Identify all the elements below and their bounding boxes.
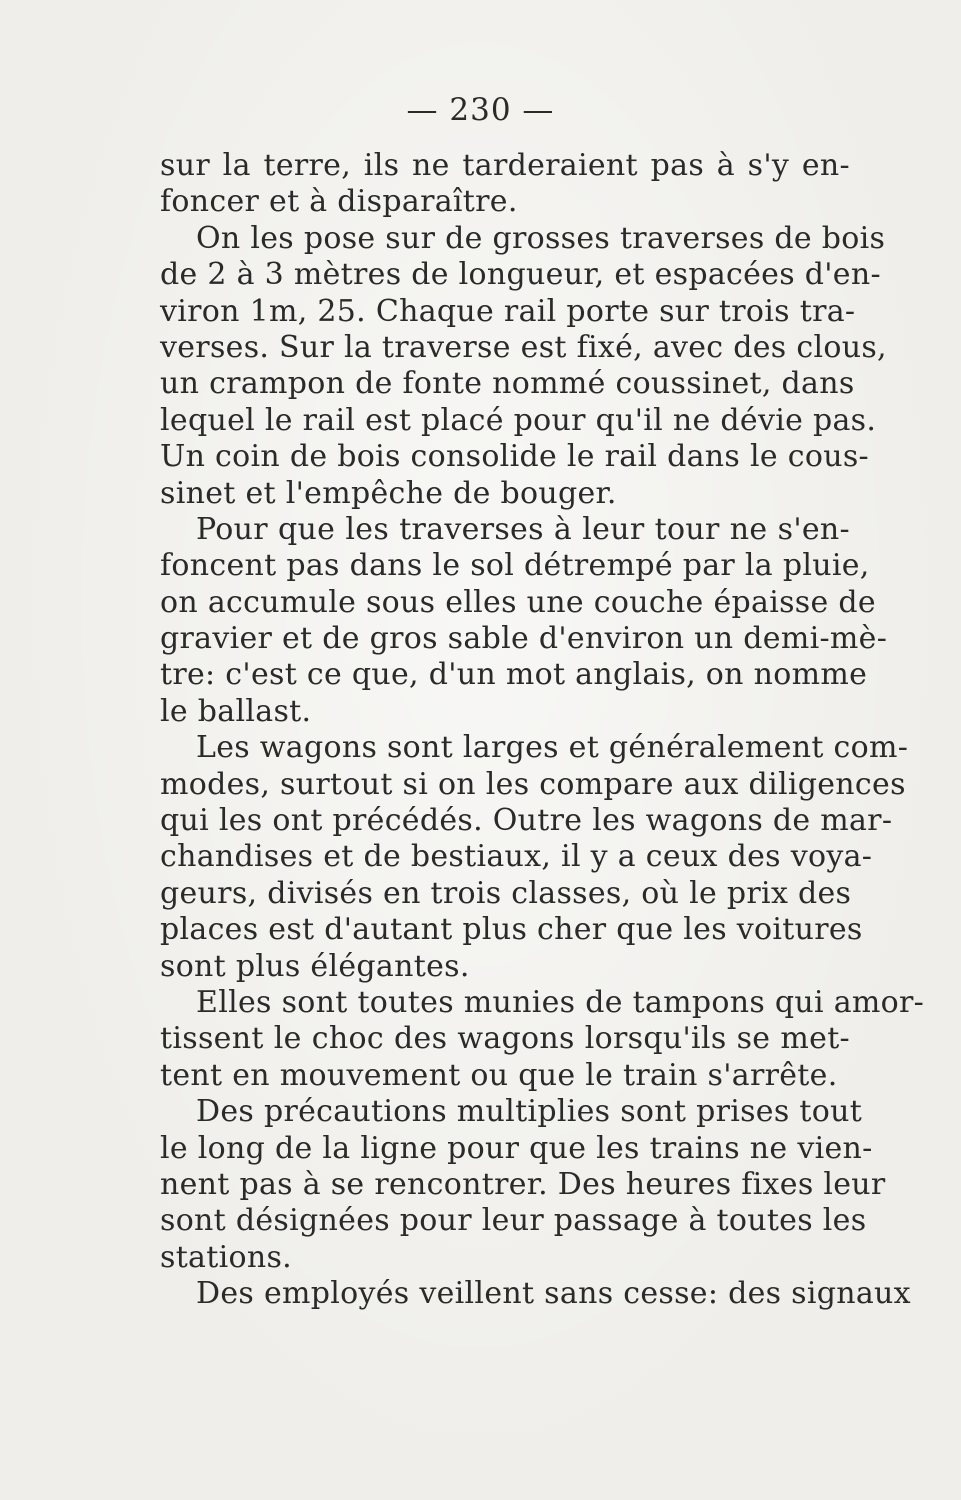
text-line: Pour que les traverses à leur tour ne s'en- <box>196 511 850 547</box>
text-line: Un coin de bois consolide le rail dans le cous- <box>160 439 869 475</box>
text-line: le long de la ligne pour que les trains ne vien- <box>160 1130 873 1166</box>
text-line: sinet et l'empêche de bouger. <box>160 475 617 511</box>
body-text <box>160 148 925 1313</box>
text-line: stations. <box>160 1239 293 1275</box>
text-line: tre: c'est ce que, d'un mot anglais, on nomme <box>160 657 868 693</box>
text-line: Elles sont toutes munies de tampons qui amor- <box>196 984 925 1020</box>
text-line: verses. Sur la traverse est fixé, avec des clous, <box>160 329 887 365</box>
text-line: places est d'autant plus cher que les voitures <box>160 912 863 948</box>
text-line: sur la terre, ils ne tarderaient pas à s'y en- <box>160 148 850 183</box>
text-line: sont désignées pour leur passage à toutes les <box>160 1203 867 1239</box>
text-line: foncent pas dans le sol détrempé par la pluie, <box>160 548 870 584</box>
page-number: — 230 — <box>406 92 555 128</box>
text-line: le ballast. <box>160 693 312 729</box>
text-line: chandises et de bestiaux, il y a ceux des voya- <box>160 839 873 875</box>
text-line: modes, surtout si on les compare aux diligences <box>160 766 906 802</box>
text-line: lequel le rail est placé pour qu'il ne dévie pas. <box>160 402 877 438</box>
text-line: geurs, divisés en trois classes, où le prix des <box>160 875 852 911</box>
text-line: On les pose sur de grosses traverses de bois <box>196 220 886 256</box>
text-line: viron 1m, 25. Chaque rail porte sur trois tra- <box>160 293 856 329</box>
text-line: foncer et à disparaître. <box>160 184 518 220</box>
text-line: qui les ont précédés. Outre les wagons de mar- <box>160 803 893 839</box>
text-line: gravier et de gros sable d'environ un demi-mè- <box>160 621 888 657</box>
text-line: de 2 à 3 mètres de longueur, et espacées d'en- <box>160 257 881 293</box>
text-line: tissent le choc des wagons lorsqu'ils se met- <box>160 1021 850 1057</box>
text-line: Les wagons sont larges et généralement com- <box>196 730 909 766</box>
text-line: Des précautions multiplies sont prises tout <box>196 1094 863 1130</box>
text-line: tent en mouvement ou que le train s'arrête. <box>160 1057 838 1093</box>
text-line: nent pas à se rencontrer. Des heures fixes leur <box>160 1166 886 1202</box>
text-line: sont plus élégantes. <box>160 948 470 984</box>
text-line: un crampon de fonte nommé coussinet, dans <box>160 366 855 402</box>
text-line: on accumule sous elles une couche épaisse de <box>160 584 876 620</box>
text-line: Des employés veillent sans cesse: des signaux <box>196 1276 911 1312</box>
